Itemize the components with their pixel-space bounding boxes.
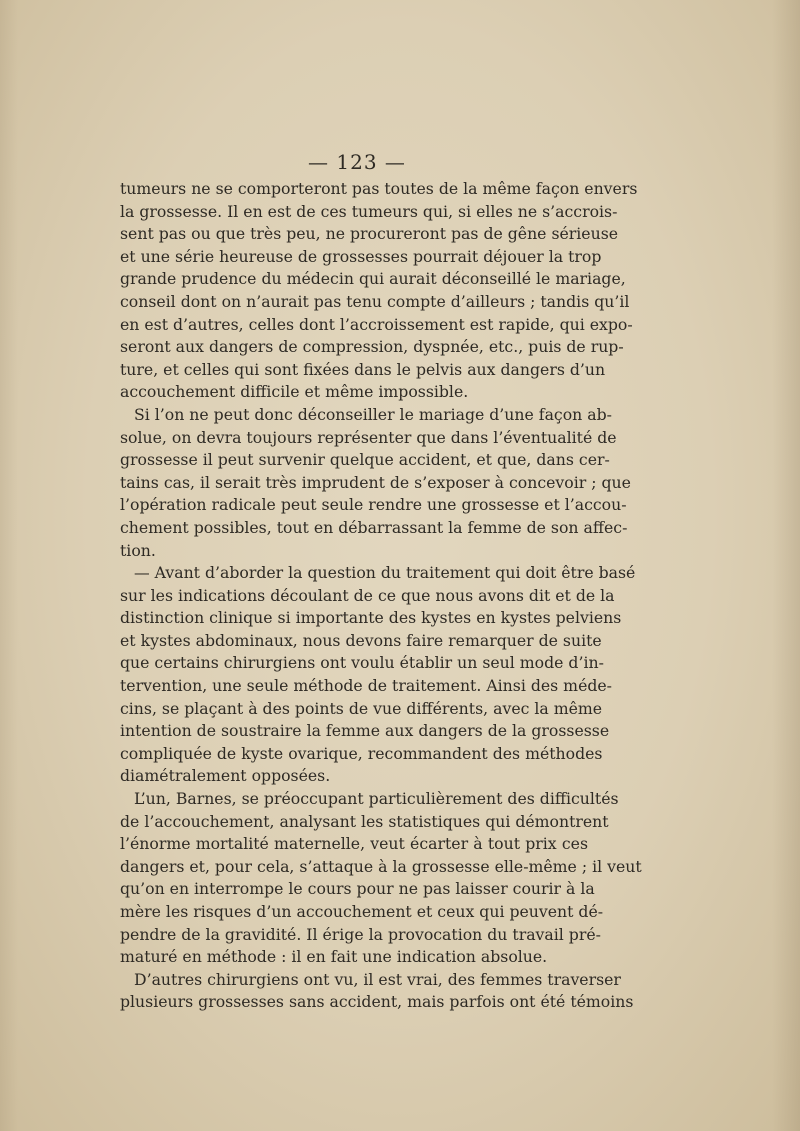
text-line: Si l’on ne peut donc déconseiller le mariage d’une façon ab- (134, 404, 612, 424)
text-line: tains cas, il serait très imprudent de s’exposer à concevoir ; que (120, 472, 631, 492)
text-line: et kystes abdominaux, nous devons faire remarquer de suite (120, 630, 602, 650)
text-line: L’un, Barnes, se préoccupant particulièrement des difficultés (134, 789, 619, 809)
text-line: qu’on en interrompe le cours pour ne pas laisser courir à la (120, 879, 595, 899)
text-line: pendre de la gravidité. Il érige la provocation du travail pré- (120, 924, 601, 944)
text-line: compliquée de kyste ovarique, recommandent des méthodes (120, 743, 603, 763)
text-line: tumeurs ne se comporteront pas toutes de la même façon envers (120, 179, 638, 198)
text-line: en est d’autres, celles dont l’accroissement est rapide, qui expo- (120, 314, 633, 334)
text-line: l’énorme mortalité maternelle, veut écarter à tout prix ces (120, 834, 588, 854)
text-line: la grossesse. Il en est de ces tumeurs qui, si elles ne s’accrois- (120, 201, 618, 221)
text-line: distinction clinique si importante des kystes en kystes pelviens (120, 608, 622, 628)
text-line: solue, on devra toujours représenter que dans l’éventualité de (120, 427, 617, 447)
text-line: mère les risques d’un accouchement et ceux qui peuvent dé- (120, 902, 604, 921)
text-line: tion. (120, 540, 156, 560)
text-line: tervention, une seule méthode de traitement. Ainsi des méde- (120, 676, 612, 696)
page-number: — 123 — (308, 150, 406, 174)
text-line: l’opération radicale peut seule rendre une grossesse et l’accou- (120, 495, 627, 515)
text-line: intention de soustraire la femme aux dangers de la grossesse (120, 721, 610, 741)
page-edge-shadow-right (772, 0, 800, 1131)
text-line: — Avant d’aborder la question du traitement qui doit être basé (134, 563, 636, 583)
text-line: plusieurs grossesses sans accident, mais parfois ont été témoins (120, 992, 634, 1012)
text-line: accouchement difficile et même impossible. (120, 382, 469, 402)
text-line: sur les indications découlant de ce que nous avons dit et de la (120, 585, 615, 605)
text-line: maturé en méthode : il en fait une indication absolue. (120, 947, 548, 967)
text-line: cins, se plaçant à des points de vue différents, avec la même (120, 698, 603, 718)
text-line: dangers et, pour cela, s’attaque à la grossesse elle-même ; il veut (120, 856, 642, 876)
text-line: D’autres chirurgiens ont vu, il est vrai, des femmes traverser (134, 969, 621, 989)
text-line: diamétralement opposées. (120, 766, 331, 786)
text-line: grossesse il peut survenir quelque accident, et que, dans cer- (120, 450, 610, 470)
text-line: conseil dont on n’aurait pas tenu compte d’ailleurs ; tandis qu’il (120, 291, 630, 311)
text-line: et une série heureuse de grossesses pourrait déjouer la trop (120, 246, 602, 266)
text-line: que certains chirurgiens ont voulu établir un seul mode d’in- (120, 653, 604, 673)
text-line: seront aux dangers de compression, dyspnée, etc., puis de rup- (120, 337, 624, 357)
text-line: chement possibles, tout en débarrassant la femme de son affec- (120, 517, 628, 537)
body-text (120, 178, 642, 1014)
text-line: ture, et celles qui sont fixées dans le pelvis aux dangers d’un (120, 359, 606, 379)
text-line: de l’accouchement, analysant les statistiques qui démontrent (120, 811, 609, 831)
text-line: sent pas ou que très peu, ne procureront pas de gêne sérieuse (120, 224, 619, 244)
text-line: grande prudence du médecin qui aurait déconseillé le mariage, (120, 269, 626, 289)
